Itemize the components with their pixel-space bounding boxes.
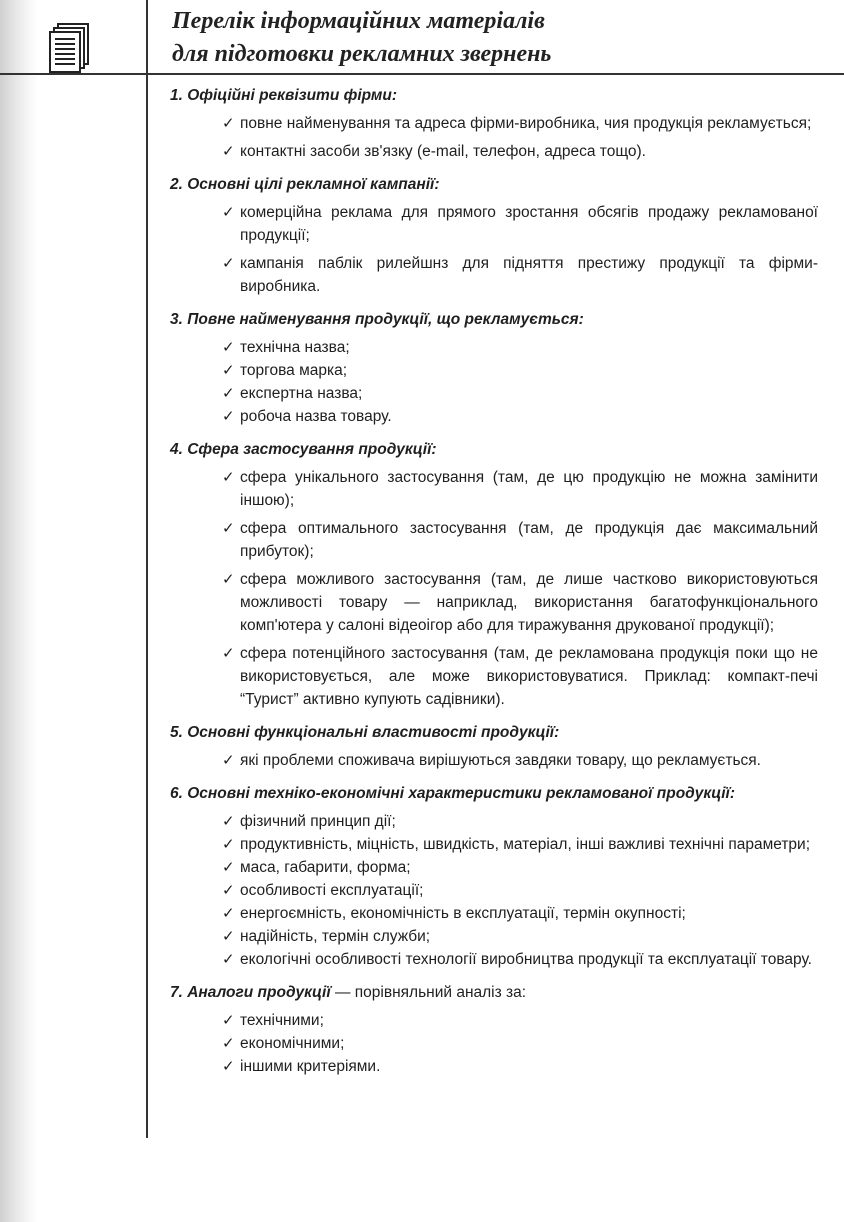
section-heading-text: 2. Основні цілі рекламної кампанії: [170, 176, 440, 193]
content-body [170, 84, 820, 1088]
checkmark-icon: ✓ [222, 905, 235, 922]
list-item [222, 140, 818, 163]
checkmark-icon: ✓ [222, 752, 235, 769]
list-item [222, 112, 818, 135]
section-heading [170, 308, 820, 331]
list-item [222, 359, 818, 382]
section-5 [170, 721, 820, 772]
list-item-text: надійність, термін служби; [240, 928, 431, 945]
checkmark-icon: ✓ [222, 1058, 235, 1075]
checklist [170, 112, 820, 163]
list-item-text: технічними; [240, 1012, 324, 1029]
section-heading [170, 438, 820, 461]
list-item [222, 1009, 818, 1032]
checkmark-icon: ✓ [222, 1035, 235, 1052]
list-item-text: маса, габарити, форма; [240, 859, 411, 876]
section-heading-text: 4. Сфера застосування продукції: [170, 441, 437, 458]
checkmark-icon: ✓ [222, 859, 235, 876]
checkmark-icon: ✓ [222, 339, 235, 356]
list-item [222, 810, 818, 833]
checkmark-icon: ✓ [222, 255, 235, 272]
list-item [222, 856, 818, 879]
list-item-text: продуктивність, міцність, швидкість, матеріал, інші важливі технічні параметри; [240, 836, 811, 853]
section-4 [170, 438, 820, 711]
list-item-text: комерційна реклама для прямого зростання обсягів продажу рекламованої продукції; [240, 204, 818, 244]
list-item-text: технічна назва; [240, 339, 350, 356]
list-item-text: сфера оптимального застосування (там, де продукція дає максимальний прибуток); [240, 520, 818, 560]
list-item-text: робоча назва товару. [240, 408, 392, 425]
list-item [222, 948, 818, 971]
list-item-text: екологічні особливості технології виробництва продукції та експлуатації товару. [240, 951, 812, 968]
checkmark-icon: ✓ [222, 571, 235, 588]
checkmark-icon: ✓ [222, 836, 235, 853]
list-item-text: кампанія паблік рилейшнз для підняття престижу продукції та фірми-виробника. [240, 255, 818, 295]
list-item-text: фізичний принцип дії; [240, 813, 396, 830]
section-1 [170, 84, 820, 163]
section-2 [170, 173, 820, 298]
checklist [170, 1009, 820, 1078]
checkmark-icon: ✓ [222, 951, 235, 968]
list-item [222, 336, 818, 359]
list-item-text: які проблеми споживача вирішуються завдяки товару, що рекламується. [240, 752, 761, 769]
list-item [222, 517, 818, 563]
page-title [172, 5, 812, 71]
list-item-text: повне найменування та адреса фірми-виробника, чия продукція рекламується; [240, 115, 812, 132]
title-line-2: для підготовки рекламних звернень [172, 41, 552, 67]
list-item-text: торгова марка; [240, 362, 348, 379]
checkmark-icon: ✓ [222, 520, 235, 537]
list-item [222, 466, 818, 512]
document-stack-icon [48, 22, 92, 74]
list-item-text: енергоємність, економічність в експлуатації, термін окупності; [240, 905, 686, 922]
checkmark-icon: ✓ [222, 115, 235, 132]
section-heading-text: 3. Повне найменування продукції, що рекламується: [170, 311, 584, 328]
checklist [170, 810, 820, 971]
list-item-text: експертна назва; [240, 385, 363, 402]
list-item [222, 252, 818, 298]
list-item [222, 925, 818, 948]
section-7 [170, 981, 820, 1078]
checkmark-icon: ✓ [222, 362, 235, 379]
checklist [170, 749, 820, 772]
checkmark-icon: ✓ [222, 408, 235, 425]
list-item-text: сфера унікального застосування (там, де цю продукцію не можна замінити іншою); [240, 469, 818, 509]
section-heading [170, 173, 820, 196]
list-item-text: особливості експлуатації; [240, 882, 424, 899]
list-item [222, 1032, 818, 1055]
page-gutter-shadow [0, 0, 38, 1222]
checkmark-icon: ✓ [222, 469, 235, 486]
list-item-text: економічними; [240, 1035, 345, 1052]
checkmark-icon: ✓ [222, 204, 235, 221]
list-item [222, 201, 818, 247]
section-heading [170, 721, 820, 744]
list-item-text: сфера потенційного застосування (там, де рекламована продукція поки що не використовується, але може використовуватися. Приклад: компакт-печі “Турист” активно купують садівники). [240, 645, 818, 708]
checklist [170, 201, 820, 298]
list-item [222, 1055, 818, 1078]
checkmark-icon: ✓ [222, 928, 235, 945]
checkmark-icon: ✓ [222, 143, 235, 160]
list-item [222, 382, 818, 405]
list-item [222, 405, 818, 428]
list-item [222, 568, 818, 637]
list-item [222, 879, 818, 902]
vertical-rule [146, 0, 148, 1138]
list-item-text: контактні засоби зв'язку (e-mail, телефон, адреса тощо). [240, 143, 646, 160]
list-item-text: іншими критеріями. [240, 1058, 381, 1075]
title-line-1: Перелік інформаційних матеріалів [172, 8, 545, 34]
checklist [170, 336, 820, 428]
title-underline [0, 73, 844, 75]
checkmark-icon: ✓ [222, 645, 235, 662]
checklist [170, 466, 820, 711]
list-item-text: сфера можливого застосування (там, де лише частково використовуються можливості товару — наприклад, використання багатофункціонального комп'ютера у салоні відеоігор або для тиражування друкованої продукції); [240, 571, 818, 634]
section-heading [170, 981, 820, 1004]
list-item [222, 642, 818, 711]
list-item [222, 833, 818, 856]
section-heading-text: 5. Основні функціональні властивості продукції: [170, 724, 560, 741]
list-item [222, 902, 818, 925]
section-heading-text: 1. Офіційні реквізити фірми: [170, 87, 397, 104]
section-heading-rest: — порівняльний аналіз за: [330, 984, 527, 1001]
section-heading-text: 6. Основні техніко-економічні характеристики рекламованої продукції: [170, 785, 736, 802]
section-3 [170, 308, 820, 428]
checkmark-icon: ✓ [222, 882, 235, 899]
section-heading [170, 782, 820, 805]
list-item [222, 749, 818, 772]
section-heading [170, 84, 820, 107]
section-6 [170, 782, 820, 971]
checkmark-icon: ✓ [222, 1012, 235, 1029]
checkmark-icon: ✓ [222, 813, 235, 830]
section-heading-text: 7. Аналоги продукції [170, 984, 331, 1001]
checkmark-icon: ✓ [222, 385, 235, 402]
